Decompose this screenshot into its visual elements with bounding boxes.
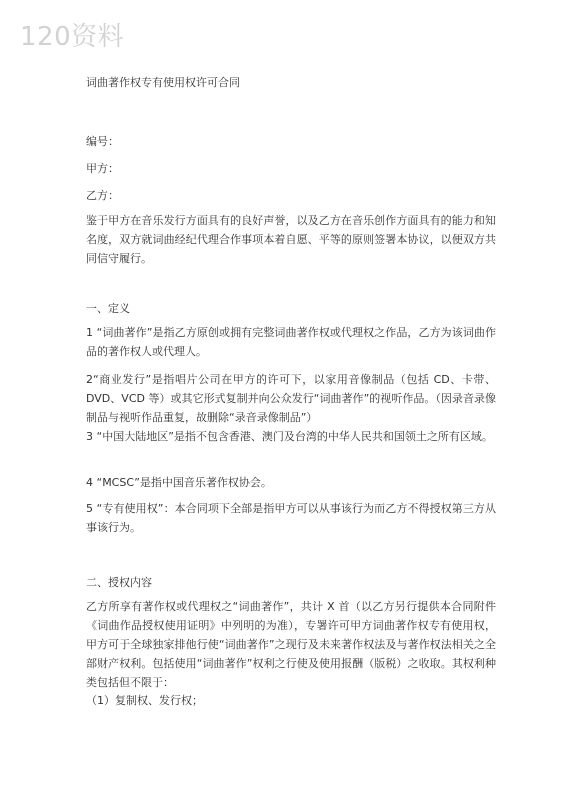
section-heading-authorization: 二、授权内容 xyxy=(86,576,152,589)
definition-item-3: 3 “中国大陆地区”是指不包含香港、澳门及台湾的中华人民共和国领土之所有区域。 xyxy=(86,430,493,443)
field-number: 编号： xyxy=(86,135,119,148)
authorization-paragraph: 乙方所享有著作权或代理权之“词曲著作”，共计 X 首（以乙方另行提供本合同附件《词曲作品授权使用证明》中列明的为准），专署许可甲方词曲著作权专有使用权，甲方可于全球独家排他行使“词曲著作”之现行及未来著作权法及与著作权法相关之全部财产权利。包括使用“词曲著作”权利之行使及使用报酬（版税）之收取。其权利种类包括但不限于： xyxy=(86,600,496,689)
field-party-a: 甲方： xyxy=(86,162,119,175)
definition-item-5: 5 “专有使用权”：本合同项下全部是指甲方可以从事该行为而乙方不得授权第三方从事该行为。 xyxy=(86,502,496,534)
field-party-b: 乙方： xyxy=(86,189,119,202)
definition-item-2: 2“商业发行”是指唱片公司在甲方的许可下，以家用音像制品（包括 CD、卡带、DVD、VCD 等）或其它形式复制并向公众发行“词曲著作”的视听作品。（因录音录像制品与视听作品重复，故删除“录音录像制品”） xyxy=(86,373,496,424)
document-title: 词曲著作权专有使用权许可合同 xyxy=(86,76,240,89)
definition-item-1: 1 “词曲著作”是指乙方原创或拥有完整词曲著作权或代理权之作品，乙方为该词曲作品的著作权人或代理人。 xyxy=(86,326,496,358)
watermark: 120资料 xyxy=(20,22,125,52)
preamble-paragraph: 鉴于甲方在音乐发行方面具有的良好声誉，以及乙方在音乐创作方面具有的能力和知名度，双方就词曲经纪代理合作事项本着自愿、平等的原则签署本协议，以便双方共同信守履行。 xyxy=(86,214,496,265)
definition-item-4: 4 “MCSC”是指中国音乐著作权协会。 xyxy=(86,476,272,489)
authorization-list-item-1: （1）复制权、发行权； xyxy=(86,694,203,707)
section-heading-definitions: 一、定义 xyxy=(86,302,130,315)
